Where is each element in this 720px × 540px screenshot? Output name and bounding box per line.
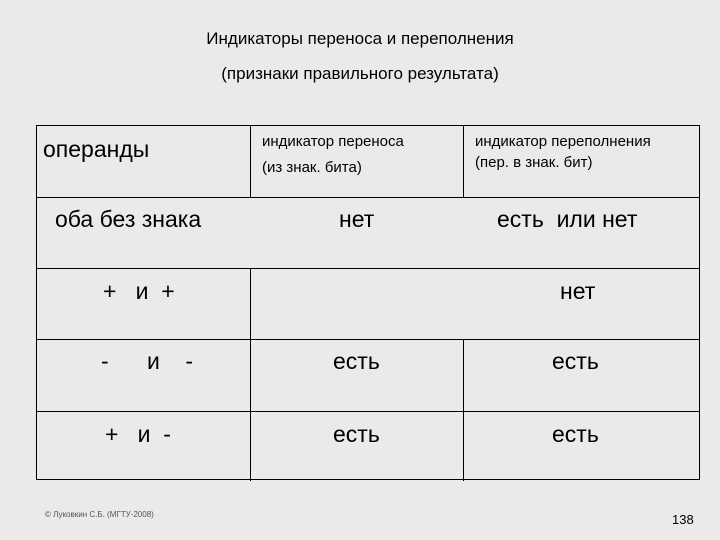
header-overflow-line1: индикатор переполнения (475, 133, 651, 150)
row2-overflow: нет (560, 278, 596, 304)
row1-overflow: есть или нет (497, 206, 638, 232)
row3-operands: - и - (101, 348, 194, 374)
page-subtitle: (признаки правильного результата) (221, 64, 499, 83)
col-divider (250, 126, 251, 197)
row-divider (37, 339, 699, 340)
page-number: 138 (672, 512, 694, 527)
indicator-table (36, 125, 700, 480)
row-divider (37, 268, 699, 269)
row-divider (37, 197, 699, 198)
header-overflow-line2: (пер. в знак. бит) (475, 154, 593, 171)
header-carry-line2: (из знак. бита) (262, 159, 362, 176)
row-divider (37, 411, 699, 412)
row4-operands: + и - (105, 421, 171, 447)
row4-overflow: есть (552, 421, 599, 447)
col-divider (250, 268, 251, 481)
row2-operands: + и + (103, 278, 175, 304)
col-divider (463, 126, 464, 197)
col-divider (463, 339, 464, 481)
row1-carry: нет (339, 206, 375, 232)
row1-operands: оба без знака (55, 206, 202, 232)
row4-carry: есть (333, 421, 380, 447)
row3-overflow: есть (552, 348, 599, 374)
row3-carry: есть (333, 348, 380, 374)
header-operands: операнды (43, 136, 150, 162)
copyright-text: © Луковкин С.Б. (МГТУ-2008) (45, 510, 154, 519)
header-carry-line1: индикатор переноса (262, 133, 404, 150)
page-title: Индикаторы переноса и переполнения (206, 29, 514, 48)
